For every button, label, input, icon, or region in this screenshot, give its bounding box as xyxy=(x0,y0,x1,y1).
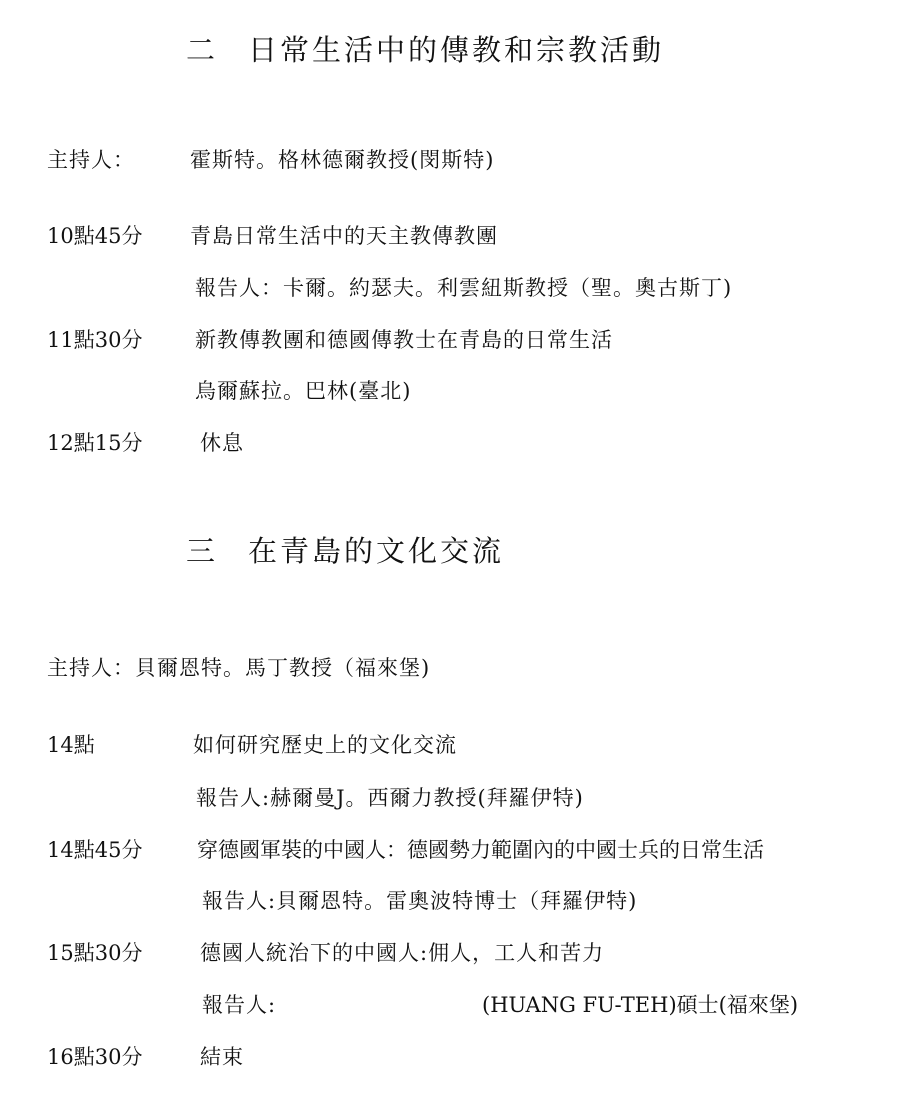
section-2-time-2: 11點30分 xyxy=(47,328,143,352)
section-2-title-3: 休息 xyxy=(200,431,244,455)
section-3-time-3: 15點30分 xyxy=(47,941,143,965)
section-2-number: 二 xyxy=(186,33,219,67)
section-3-title-2: 穿德國軍裝的中國人：德國勢力範圍內的中國士兵的日常生活 xyxy=(197,838,764,862)
section-3-title-1: 如何研究歷史上的文化交流 xyxy=(193,733,457,757)
section-2-heading xyxy=(186,32,664,68)
section-3-number: 三 xyxy=(186,534,219,568)
section-3-speaker-2: 報告人:貝爾恩特。雷奧波特博士（拜羅伊特) xyxy=(202,889,638,913)
section-2-title-1: 青島日常生活中的天主教傳教團 xyxy=(190,224,498,248)
section-3-time-4: 16點30分 xyxy=(47,1045,143,1069)
section-2-speaker-2: 烏爾蘇拉。巴林(臺北) xyxy=(195,379,412,403)
section-2-speaker-1: 報告人：卡爾。約瑟夫。利雲紐斯教授（聖。奧古斯丁) xyxy=(195,276,733,300)
section-3-time-1: 14點 xyxy=(47,733,95,757)
section-2-time-3: 12點15分 xyxy=(47,431,143,455)
section-3-speaker-3: (HUANG FU-TEH)碩士(福來堡) xyxy=(482,993,799,1017)
section-3-speaker-1: 報告人:赫爾曼J。西爾力教授(拜羅伊特) xyxy=(196,786,584,810)
section-2-host-label: 主持人： xyxy=(47,148,135,172)
section-3-title-4: 結束 xyxy=(200,1045,244,1069)
section-2-title-2: 新教傳教團和德國傳教士在青島的日常生活 xyxy=(195,328,613,352)
section-3-title: 在青島的文化交流 xyxy=(248,534,505,568)
section-3-time-2: 14點45分 xyxy=(47,838,143,862)
section-3-host: 主持人：貝爾恩特。馬丁教授（福來堡) xyxy=(47,656,431,680)
section-3-heading xyxy=(186,533,504,569)
section-2-time-1: 10點45分 xyxy=(47,224,143,248)
section-3-title-3: 德國人統治下的中國人:佣人，工人和苦力 xyxy=(200,941,605,965)
section-2-title: 日常生活中的傳教和宗教活動 xyxy=(248,33,665,67)
section-2-host: 霍斯特。格林德爾教授(閔斯特) xyxy=(190,148,495,172)
section-3-speaker-label-3: 報告人: xyxy=(202,993,277,1017)
